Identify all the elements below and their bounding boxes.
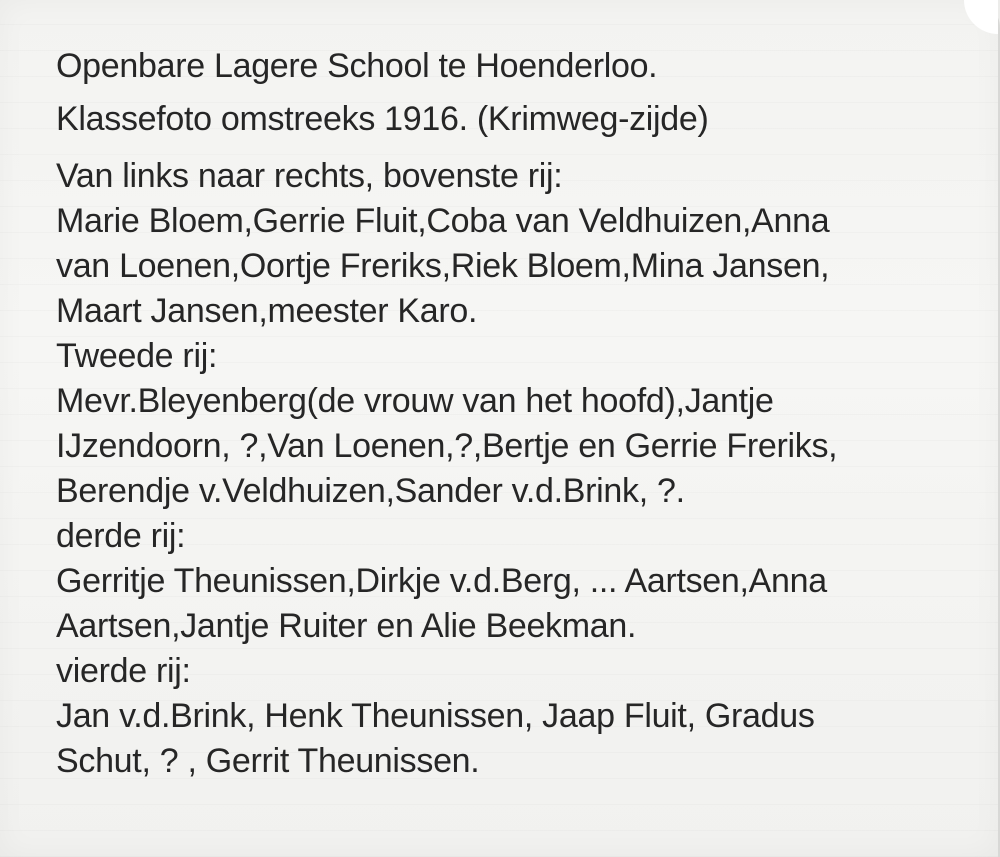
- names-line: Jan v.d.Brink, Henk Theunissen, Jaap Fluit, Gradus: [56, 697, 815, 735]
- document-subtitle: Klassefoto omstreeks 1916. (Krimweg-zijde): [56, 100, 709, 138]
- row-heading-fourth: vierde rij:: [56, 652, 191, 690]
- row-heading-third: derde rij:: [56, 517, 186, 555]
- names-line: IJzendoorn, ?,Van Loenen,?,Bertje en Gerrie Freriks,: [56, 427, 838, 465]
- names-line: Marie Bloem,Gerrie Fluit,Coba van Veldhuizen,Anna: [56, 202, 830, 240]
- row-heading-second: Tweede rij:: [56, 337, 218, 375]
- names-line: Maart Jansen,meester Karo.: [56, 292, 478, 330]
- names-line: Mevr.Bleyenberg(de vrouw van het hoofd),Jantje: [56, 382, 774, 420]
- names-line: van Loenen,Oortje Freriks,Riek Bloem,Mina Jansen,: [56, 247, 830, 285]
- rounded-corner: [964, 0, 998, 34]
- names-line: Berendje v.Veldhuizen,Sander v.d.Brink, ?.: [56, 472, 685, 510]
- names-line: Gerritje Theunissen,Dirkje v.d.Berg, ... Aartsen,Anna: [56, 562, 827, 600]
- names-line: Schut, ? , Gerrit Theunissen.: [56, 742, 480, 780]
- names-line: Aartsen,Jantje Ruiter en Alie Beekman.: [56, 607, 637, 645]
- caption-text: [56, 44, 986, 784]
- row-heading-top: Van links naar rechts, bovenste rij:: [56, 157, 563, 195]
- document-title: Openbare Lagere School te Hoenderloo.: [56, 47, 658, 85]
